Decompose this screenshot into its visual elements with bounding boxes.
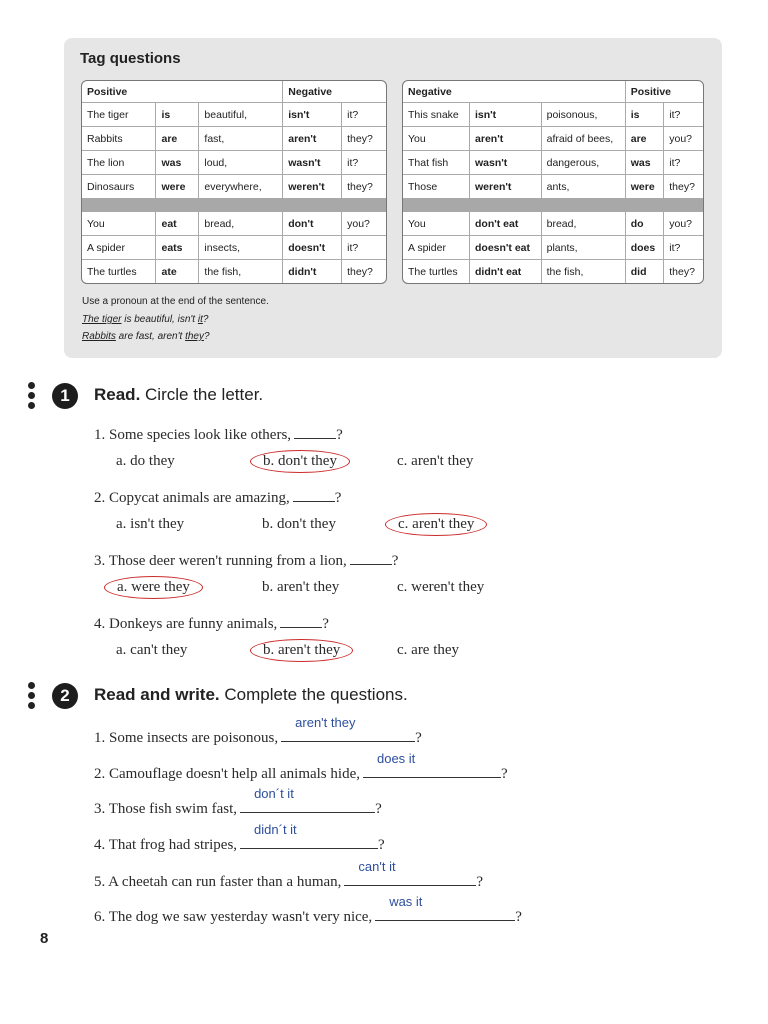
table-cell: they? <box>347 265 373 278</box>
table-row <box>403 103 703 127</box>
table-row <box>403 151 703 175</box>
table-cell: you? <box>342 212 386 236</box>
exercise-2-header <box>22 680 622 712</box>
table-cell: You <box>403 127 470 151</box>
table-cell: it? <box>664 103 703 127</box>
grammar-example-2 <box>82 331 210 342</box>
table-cell: was <box>156 151 199 175</box>
table-row <box>82 103 386 127</box>
table-cell: eats <box>156 236 199 260</box>
answer-blank[interactable] <box>293 489 335 502</box>
table-row <box>403 260 703 283</box>
table-cell: plants, <box>542 236 626 260</box>
option[interactable]: a. can't they <box>116 642 188 658</box>
table-cell: did <box>626 260 665 283</box>
table-row <box>82 127 386 151</box>
table-cell: doesn't eat <box>470 236 542 260</box>
table-row <box>82 212 386 236</box>
handwritten-answer: aren't they <box>295 715 356 730</box>
table-row <box>82 260 386 283</box>
question-end: ? <box>476 874 484 890</box>
table-row <box>403 212 703 236</box>
question-end: ? <box>391 553 399 569</box>
question-text: 3. Those deer weren't running from a lion, <box>94 553 347 569</box>
table-cell: the fish, <box>542 260 626 283</box>
table-cell: ate <box>156 260 199 283</box>
question-end: ? <box>515 909 522 925</box>
table-cell: are <box>626 127 665 151</box>
table-cell: A spider <box>82 236 156 260</box>
table-divider <box>403 198 703 212</box>
handwritten-answer: does it <box>376 751 416 766</box>
answer-field[interactable] <box>344 859 476 886</box>
table-cell: it? <box>342 103 386 127</box>
table-cell: Rabbits <box>82 127 156 151</box>
answer-blank[interactable] <box>294 426 336 439</box>
question-line <box>94 489 341 507</box>
table-cell: poisonous, <box>542 103 626 127</box>
table-cell: You <box>82 212 156 236</box>
table-cell: isn't <box>470 103 542 127</box>
question-text: 1. Some species look like others, <box>94 427 292 443</box>
handwritten-answer: don´t it <box>254 786 294 801</box>
table-cell: Dinosaurs <box>82 175 156 198</box>
table-cell: dangerous, <box>542 151 626 175</box>
table-cell: is <box>156 103 199 127</box>
question-end: ? <box>322 616 329 632</box>
exercise-2-title: Read and write. Complete the questions. <box>94 685 408 704</box>
table-cell: it? <box>664 151 703 175</box>
table-cell: they? <box>342 127 386 151</box>
grammar-example-1 <box>82 314 208 325</box>
option-circled[interactable]: a. were they <box>104 576 203 599</box>
table-cell: they? <box>669 265 695 278</box>
handwritten-answer: was it <box>389 894 423 909</box>
option-circled[interactable]: c. aren't they <box>385 513 487 536</box>
table-cell: they? <box>347 180 373 193</box>
question-text: 5. A cheetah can run faster than a human, <box>94 874 342 890</box>
table-cell: didn't <box>283 260 342 283</box>
option[interactable]: b. aren't they <box>262 579 340 595</box>
table-cell: eat <box>156 212 199 236</box>
question-end: ? <box>378 837 385 853</box>
answer-field[interactable] <box>281 715 415 742</box>
handwritten-answer: didn´t it <box>254 822 297 837</box>
table-row <box>82 175 386 198</box>
write-line <box>94 715 422 747</box>
table-cell: insects, <box>199 236 283 260</box>
option-circled[interactable]: b. don't they <box>250 450 350 473</box>
answer-field[interactable] <box>375 894 515 921</box>
question-line <box>94 615 329 633</box>
write-line <box>94 751 508 783</box>
table-cell: do <box>626 212 665 236</box>
table-cell: it? <box>664 236 703 260</box>
option-circled[interactable]: b. aren't they <box>250 639 353 662</box>
answer-blank[interactable] <box>280 615 322 628</box>
table-cell: weren't <box>470 175 542 198</box>
exercise-1-header <box>22 380 622 412</box>
example-end: ? <box>203 331 210 342</box>
table-cell: it? <box>342 151 386 175</box>
table-cell: loud, <box>199 151 283 175</box>
table-cell: wasn't <box>283 151 342 175</box>
example-middle: is beautiful, isn't <box>121 314 198 325</box>
table-cell: wasn't <box>470 151 542 175</box>
example-subject: The tiger <box>82 314 122 325</box>
answer-field[interactable] <box>240 786 375 813</box>
table-cell: bread, <box>199 212 283 236</box>
table-row <box>403 236 703 260</box>
exercise-number-badge: 2 <box>52 683 78 709</box>
table-cell: does <box>626 236 665 260</box>
option[interactable]: a. do they <box>116 453 175 469</box>
write-line <box>94 822 385 854</box>
table-cell: The turtles <box>403 260 470 283</box>
option[interactable]: c. are they <box>397 642 460 658</box>
question-text: 4. Donkeys are funny animals, <box>94 616 278 632</box>
table-divider <box>82 198 386 212</box>
write-line <box>94 859 484 891</box>
header-positive: Positive <box>626 81 703 103</box>
table-row <box>403 127 703 151</box>
table-row <box>82 236 386 260</box>
handwritten-answer: can't it <box>358 859 396 874</box>
table-cell: weren't <box>283 175 342 198</box>
question-line <box>94 426 343 444</box>
negative-positive-table <box>402 80 704 284</box>
option[interactable]: b. don't they <box>262 516 336 532</box>
option[interactable]: a. isn't they <box>116 516 185 532</box>
dots-icon <box>28 382 36 412</box>
table-cell: beautiful, <box>199 103 283 127</box>
table-cell: You <box>403 212 470 236</box>
table-cell: A spider <box>403 236 470 260</box>
question-text: 2. Camouflage doesn't help all animals hide, <box>94 766 360 782</box>
table-cell: don't <box>283 212 342 236</box>
table-cell: don't eat <box>470 212 542 236</box>
table-cell: The lion <box>82 151 156 175</box>
table-cell: were <box>156 175 199 198</box>
question-text: 4. That frog had stripes, <box>94 837 238 853</box>
table-cell: were <box>626 175 665 198</box>
table-cell: aren't <box>470 127 542 151</box>
table-cell: everywhere, <box>199 175 283 198</box>
exercise-number-badge: 1 <box>52 383 78 409</box>
header-positive: Positive <box>82 81 283 103</box>
question-end: ? <box>500 766 508 782</box>
table-cell: That fish <box>403 151 470 175</box>
question-text: 6. The dog we saw yesterday wasn't very nice, <box>94 909 373 925</box>
option[interactable]: c. aren't they <box>397 453 474 469</box>
table-cell: Those <box>403 175 470 198</box>
write-line <box>94 786 382 818</box>
table-header-row <box>82 81 386 103</box>
grammar-box <box>64 38 722 358</box>
answer-field[interactable] <box>240 822 378 849</box>
table-cell: bread, <box>542 212 626 236</box>
option[interactable]: c. weren't they <box>397 579 485 595</box>
question-text: 1. Some insects are poisonous, <box>94 730 279 746</box>
write-line <box>94 894 522 926</box>
question-line <box>94 552 398 570</box>
positive-negative-table <box>81 80 387 284</box>
table-cell: ants, <box>542 175 626 198</box>
question-end: ? <box>334 490 342 506</box>
table-row <box>403 175 703 198</box>
answer-blank[interactable] <box>350 552 392 565</box>
table-cell: The tiger <box>82 103 156 127</box>
question-end: ? <box>375 801 382 817</box>
example-end: ? <box>202 314 209 325</box>
example-middle: are fast, aren't <box>115 331 186 342</box>
example-subject: Rabbits <box>82 331 116 342</box>
answer-field[interactable] <box>363 751 501 778</box>
page-number: 8 <box>40 930 49 947</box>
grammar-rule: Use a pronoun at the end of the sentence. <box>82 296 269 307</box>
example-pronoun: they <box>185 331 204 342</box>
table-cell: the fish, <box>199 260 283 283</box>
header-negative: Negative <box>403 81 626 103</box>
table-cell: didn't eat <box>470 260 542 283</box>
question-text: 2. Copycat animals are amazing, <box>94 490 290 506</box>
table-cell: is <box>626 103 665 127</box>
table-cell: This snake <box>403 103 470 127</box>
table-cell: aren't <box>283 127 342 151</box>
table-cell: fast, <box>199 127 283 151</box>
table-cell: it? <box>342 236 386 260</box>
table-cell: you? <box>664 212 703 236</box>
table-cell: was <box>626 151 665 175</box>
question-end: ? <box>336 427 343 443</box>
dots-icon <box>28 682 36 712</box>
table-cell: you? <box>664 127 703 151</box>
header-negative: Negative <box>283 81 386 103</box>
table-cell: they? <box>669 180 695 193</box>
table-cell: doesn't <box>283 236 342 260</box>
table-header-row <box>403 81 703 103</box>
table-row <box>82 151 386 175</box>
table-cell: The turtles <box>82 260 156 283</box>
grammar-title: Tag questions <box>80 50 181 67</box>
exercise-1-title: Read. Circle the letter. <box>94 385 264 404</box>
table-cell: isn't <box>283 103 342 127</box>
example-pronoun: it <box>197 314 203 325</box>
question-text: 3. Those fish swim fast, <box>94 801 238 817</box>
table-cell: afraid of bees, <box>542 127 626 151</box>
table-cell: are <box>156 127 199 151</box>
question-end: ? <box>415 730 422 746</box>
